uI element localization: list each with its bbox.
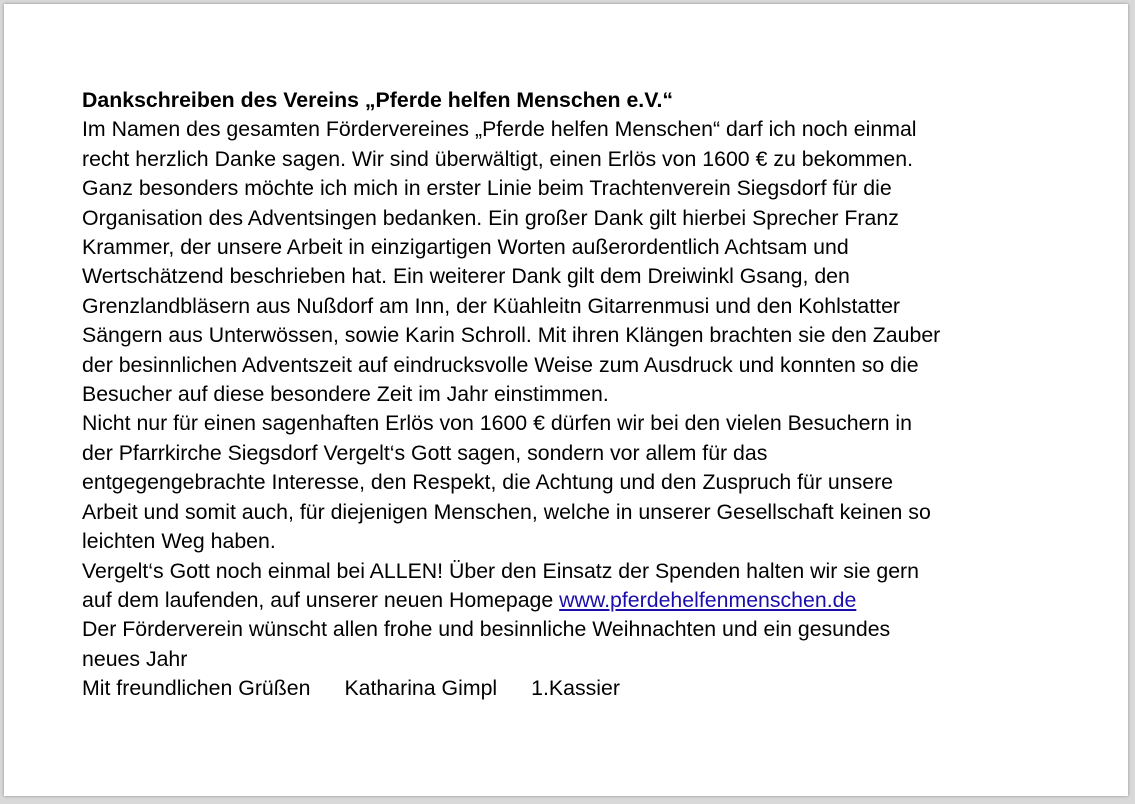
text-line: Grenzlandbläsern aus Nußdorf am Inn, der Küahleitn Gitarrenmusi und den Kohlstatter <box>82 293 901 318</box>
signature-name: Katharina Gimpl <box>344 676 498 701</box>
letter-title: Dankschreiben des Vereins „Pferde helfen Menschen e.V.“ <box>82 88 674 112</box>
text-line: Krammer, der unsere Arbeit in einzigartigen Worten außerordentlich Achtsam und <box>82 235 849 260</box>
text-line: Im Namen des gesamten Fördervereines „Pferde helfen Menschen“ darf ich noch einmal <box>82 117 917 142</box>
text-line: der besinnlichen Adventszeit auf eindrucksvolle Weise zum Ausdruck und konnten so die <box>82 352 919 377</box>
paragraph-wishes <box>82 615 1092 674</box>
signature-line <box>82 674 1092 703</box>
signature-greeting: Mit freundlichen Grüßen <box>82 676 311 701</box>
text-line: entgegengebrachte Interesse, den Respekt, die Achtung und den Zuspruch für unsere <box>82 470 894 495</box>
document-page <box>4 4 1128 796</box>
text-line: Vergelt‘s Gott noch einmal bei ALLEN! Über den Einsatz der Spenden halten wir sie gern <box>82 558 919 583</box>
homepage-link[interactable]: www.pferdehelfenmenschen.de <box>559 587 857 612</box>
text-segment: auf dem laufenden, auf unserer neuen Homepage <box>82 587 560 612</box>
text-line: Nicht nur für einen sagenhaften Erlös von 1600 € dürfen wir bei den vielen Besuchern in <box>82 411 912 436</box>
text-line-with-link <box>82 586 1092 615</box>
signature-role: 1.Kassier <box>531 676 620 701</box>
paragraph-thanks <box>82 115 1092 409</box>
text-line: Besucher auf diese besondere Zeit im Jahr einstimmen. <box>82 382 609 407</box>
text-line: neues Jahr <box>82 646 188 671</box>
text-line: leichten Weg haben. <box>82 529 276 554</box>
text-line: Organisation des Adventsingen bedanken. Ein großer Dank gilt hierbei Sprecher Franz <box>82 205 899 230</box>
paragraph-proceeds <box>82 409 1092 556</box>
text-line: Arbeit und somit auch, für diejenigen Menschen, welche in unserer Gesellschaft keinen so <box>82 499 931 524</box>
paragraph-homepage <box>82 557 1092 616</box>
text-line: Ganz besonders möchte ich mich in erster Linie beim Trachtenverein Siegsdorf für die <box>82 176 892 201</box>
text-line: Der Förderverein wünscht allen frohe und besinnliche Weihnachten und ein gesundes <box>82 617 891 642</box>
text-line: der Pfarrkirche Siegsdorf Vergelt‘s Gott sagen, sondern vor allem für das <box>82 440 768 465</box>
text-line: Wertschätzend beschrieben hat. Ein weiterer Dank gilt dem Dreiwinkl Gsang, den <box>82 264 850 289</box>
text-line: recht herzlich Danke sagen. Wir sind überwältigt, einen Erlös von 1600 € zu bekommen. <box>82 146 914 171</box>
letter-body <box>82 86 1092 704</box>
text-line: Sängern aus Unterwössen, sowie Karin Schroll. Mit ihren Klängen brachten sie den Zauber <box>82 323 941 348</box>
